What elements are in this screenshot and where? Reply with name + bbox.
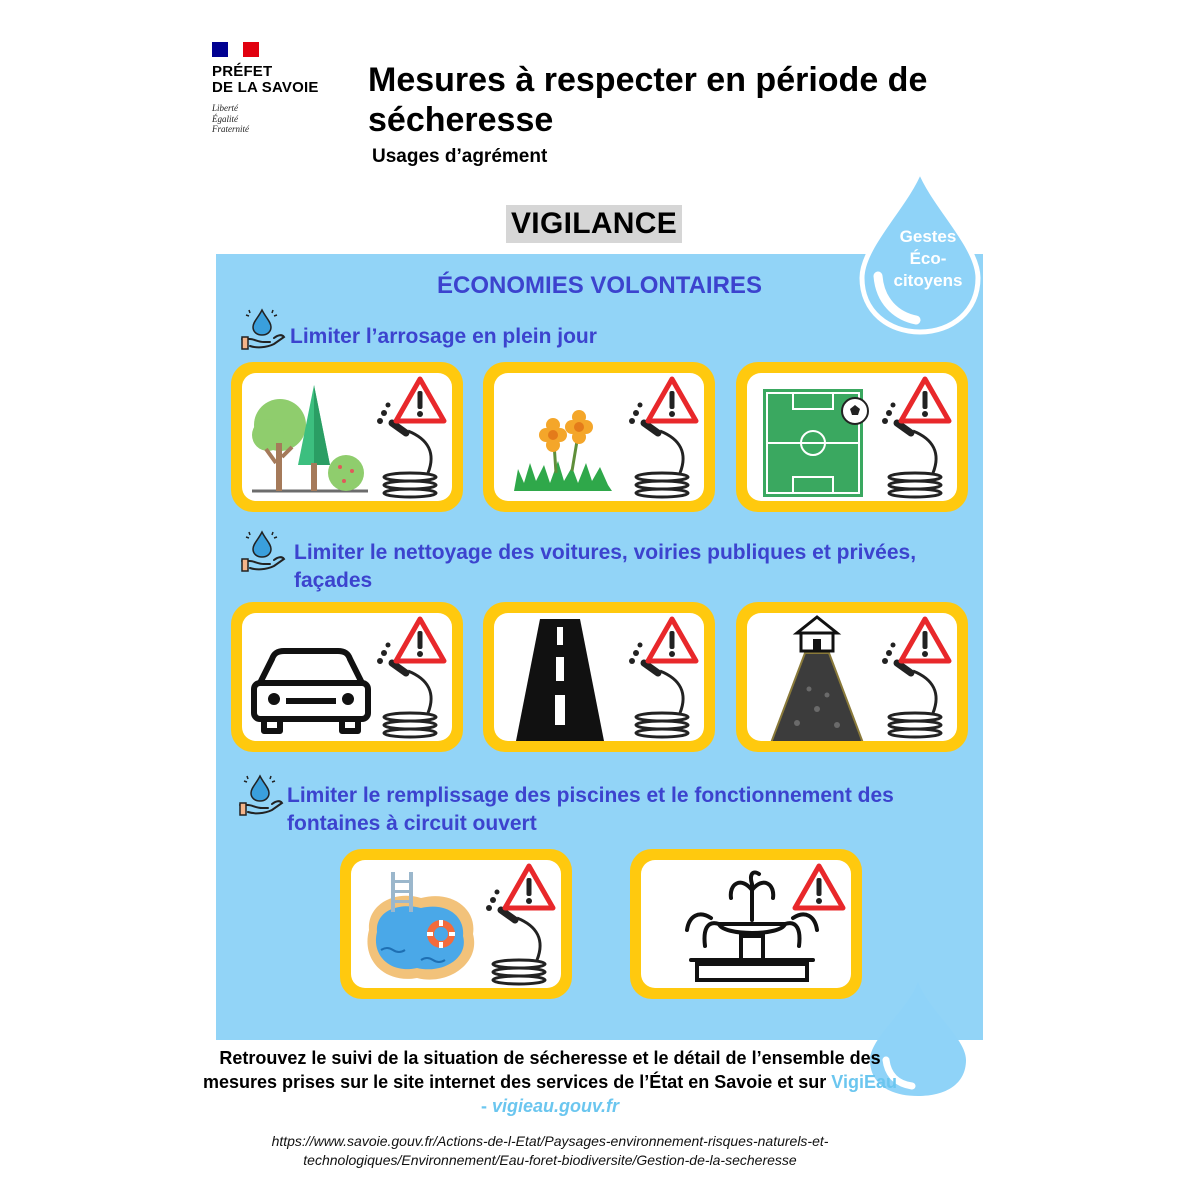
section-cleaning: Limiter le nettoyage des voitures, voiries publiques et privées, façades [294,541,917,592]
warning-icon [396,619,444,661]
flowers-icon [514,410,612,491]
card-road-cleaning [483,602,715,752]
card-flowers-watering [483,362,715,512]
vigieau-link[interactable]: VigiEau [831,1072,897,1092]
card-pool-filling [340,849,572,999]
football-field-icon [763,389,868,497]
page-subtitle: Usages d’agrément [372,146,548,167]
card-car-cleaning [231,602,463,752]
section-pools-fountains: Limiter le remplissage des piscines et le fonctionnement des fontaines à circuit ouvert [287,784,894,835]
page-title: Mesures à respecter en période de sécheresse [368,61,928,139]
warning-icon [648,619,696,661]
panel-heading: ÉCONOMIES VOLONTAIRES [437,272,762,299]
footer-text: Retrouvez le suivi de la situation de sécheresse et le détail de l’ensemble des mesures prises sur le site internet des services de l’État en Savoie et sur VigiEau - vigieau.gouv.fr [202,1048,897,1116]
card-sports-field-watering [736,362,968,512]
vigilance-level-label: VIGILANCE [506,205,682,243]
source-url[interactable]: https://www.savoie.gouv.fr/Actions-de-l-Etat/Paysages-environnement-risques-naturels-et-technologiques/Environnement/Eau-foret-biodiversite/Gestion-de-la-secheresse [271,1133,829,1168]
eco-gestures-badge: Gestes Éco- citoyens [893,227,963,290]
card-facade-driveway-cleaning [736,602,968,752]
warning-icon [648,379,696,421]
prefecture-name: PRÉFET DE LA SAVOIE [212,63,319,96]
warning-icon [396,379,444,421]
warning-icon [795,866,843,908]
fountain-icon [687,872,817,980]
trees-icon [252,385,368,491]
card-fountain [630,849,862,999]
warning-icon [505,866,553,908]
warning-icon [901,379,949,421]
road-icon [516,619,604,741]
car-icon [254,651,368,731]
vigieau-url-link[interactable]: vigieau.gouv.fr [491,1096,620,1116]
house-driveway-icon [771,617,863,741]
hand-water-drop-icon [240,528,286,574]
card-trees-watering [231,362,463,512]
hand-water-drop-icon [240,306,286,352]
republic-flag-logo [212,42,259,57]
hand-water-drop-icon [238,772,284,818]
section-watering: Limiter l’arrosage en plein jour [290,325,597,348]
pool-icon [367,872,474,980]
warning-icon [901,619,949,661]
republic-motto: Liberté Égalité Fraternité [212,103,249,134]
